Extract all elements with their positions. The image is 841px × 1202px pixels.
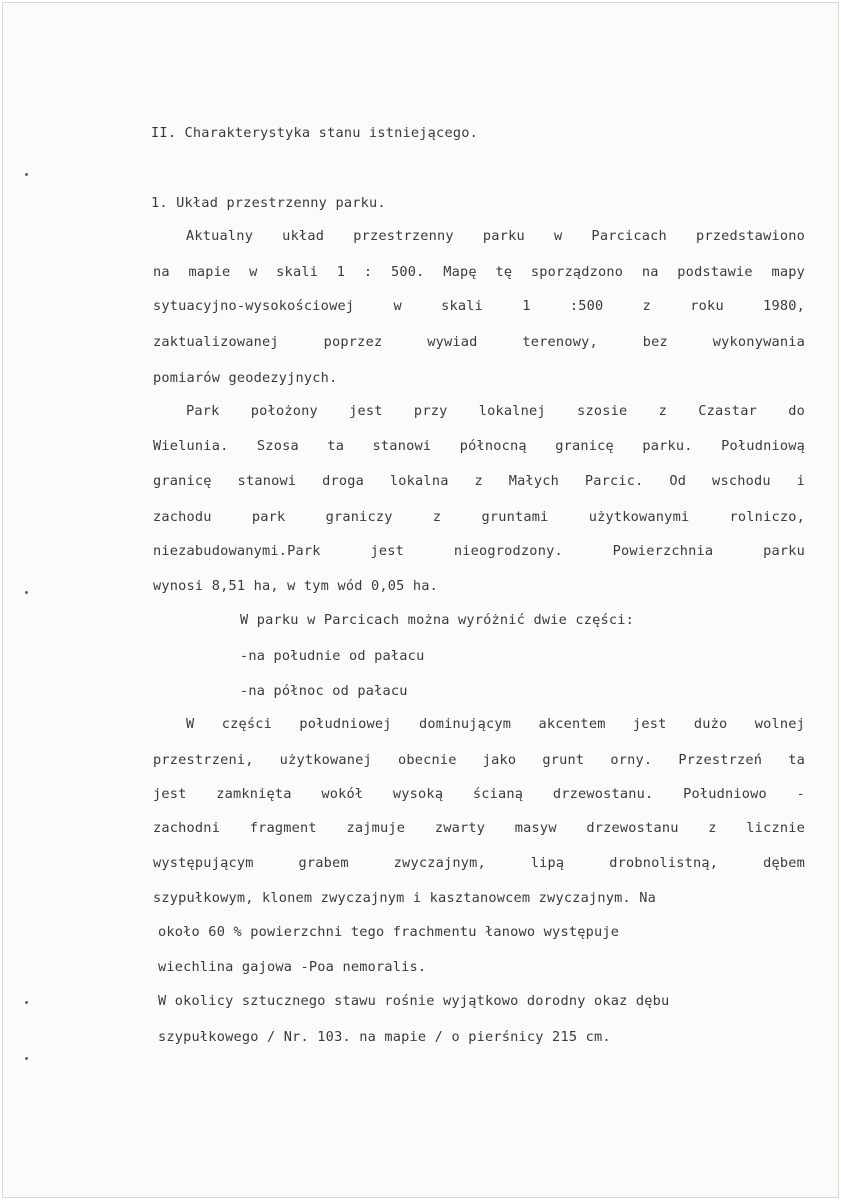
text-line: W okolicy sztucznego stawu rośnie wyjątkowo dorodny okaz dębu — [158, 993, 670, 1009]
text-line: pomiarów geodezyjnych. — [153, 370, 338, 386]
text-line: Aktualny układ przestrzenny parku w Parcicach przedstawiono — [186, 228, 805, 244]
subsection-heading: 1. Układ przestrzenny parku. — [151, 195, 386, 211]
text-line: zaktualizowanej poprzez wywiad terenowy, bez wykonywania — [153, 334, 805, 350]
text-line: Wielunia. Szosa ta stanowi północną granicę parku. Południową — [153, 438, 805, 454]
margin-mark — [25, 173, 28, 176]
text-line: W parku w Parcicach można wyróżnić dwie części: — [240, 612, 635, 628]
text-line: występującym grabem zwyczajnym, lipą drobnolistną, dębem — [153, 855, 805, 871]
section-heading: II. Charakterystyka stanu istniejącego. — [151, 125, 478, 141]
document-page — [2, 2, 839, 1198]
text-line: szypułkowego / Nr. 103. na mapie / o pierśnicy 215 cm. — [158, 1029, 611, 1045]
text-line: na mapie w skali 1 : 500. Mapę tę sporządzono na podstawie mapy — [153, 264, 805, 280]
text-line: niezabudowanymi.Park jest nieogrodzony. Powierzchnia parku — [153, 543, 805, 559]
text-line: granicę stanowi droga lokalna z Małych Parcic. Od wschodu i — [153, 473, 805, 489]
margin-mark — [25, 1057, 28, 1060]
text-line: jest zamknięta wokół wysoką ścianą drzewostanu. Południowo - — [153, 786, 805, 802]
list-item: -na południe od pałacu — [240, 648, 425, 664]
text-line: przestrzeni, użytkowanej obecnie jako grunt orny. Przestrzeń ta — [153, 752, 805, 768]
text-line: wynosi 8,51 ha, w tym wód 0,05 ha. — [153, 578, 439, 594]
text-line: szypułkowym, klonem zwyczajnym i kasztanowcem zwyczajnym. Na — [153, 890, 657, 906]
text-line: około 60 % powierzchni tego frachmentu łanowo występuje — [158, 924, 620, 940]
text-line: zachodni fragment zajmuje zwarty masyw drzewostanu z licznie — [153, 820, 805, 836]
list-item: -na północ od pałacu — [240, 683, 408, 699]
text-line: wiechlina gajowa -Poa nemoralis. — [158, 959, 427, 975]
text-line: Park położony jest przy lokalnej szosie z Czastar do — [186, 403, 805, 419]
text-line: zachodu park graniczy z gruntami użytkowanymi rolniczo, — [153, 509, 805, 525]
margin-mark — [25, 1001, 28, 1004]
text-line: W części południowej dominującym akcentem jest dużo wolnej — [186, 716, 805, 732]
margin-mark — [25, 591, 28, 594]
text-line: sytuacyjno-wysokościowej w skali 1 :500 z roku 1980, — [153, 298, 805, 314]
